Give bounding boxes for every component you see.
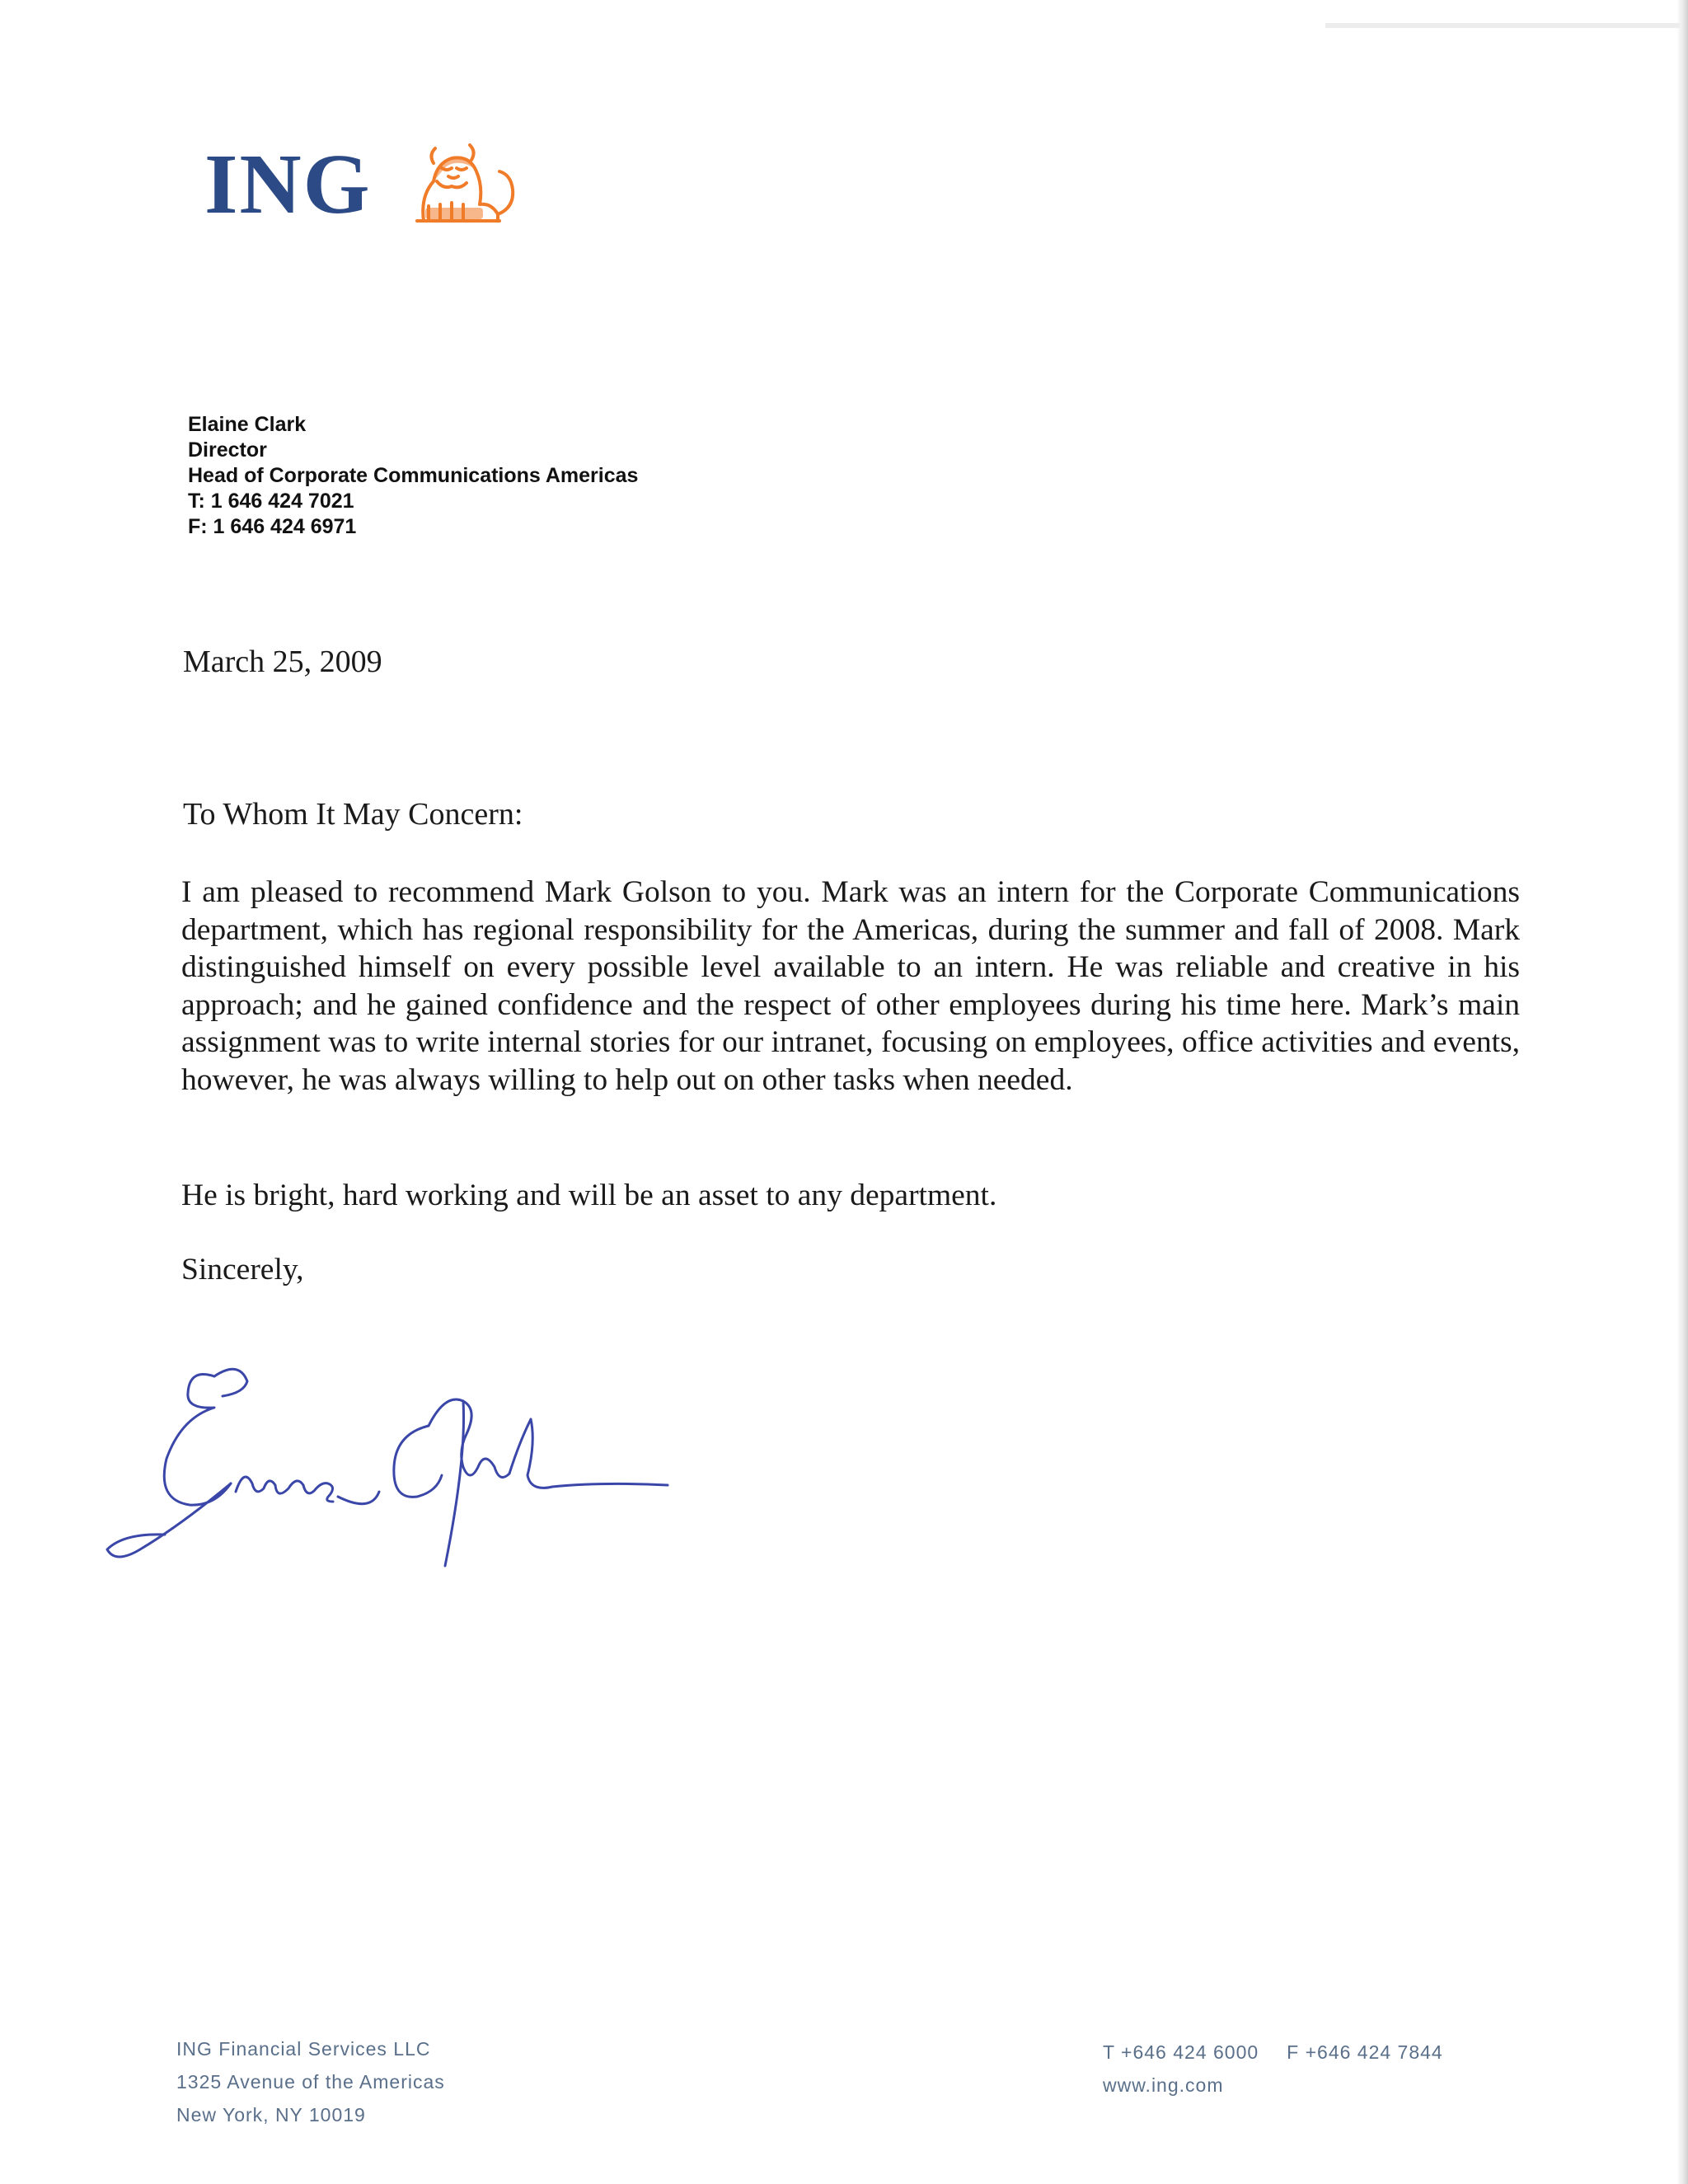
footer-address-line-1: 1325 Avenue of the Americas <box>176 2071 445 2093</box>
body-paragraph-2: He is bright, hard working and will be an asset to any department. <box>181 1179 997 1212</box>
footer-phone: T +646 424 6000 <box>1103 2041 1259 2063</box>
footer-contact <box>1103 2036 1443 2102</box>
scan-edge-shadow <box>1676 0 1688 2184</box>
footer-company: ING Financial Services LLC <box>176 2038 431 2060</box>
sender-title: Director <box>188 438 267 462</box>
scan-top-mark <box>1325 23 1680 28</box>
lion-icon <box>401 138 524 229</box>
sender-fax: F: 1 646 424 6971 <box>188 515 357 538</box>
footer-fax: F +646 424 7844 <box>1287 2041 1443 2063</box>
sender-name: Elaine Clark <box>188 413 307 436</box>
body-paragraph-1: I am pleased to recommend Mark Golson to you. Mark was an intern for the Corporate Communications department, which has regional responsibility for the Americas, during the summer and fall of 2008. Mark distinguished himself on every possible level available to an intern. He was reliable and creative in his approach; and he gained confidence and the respect of other employees during his time here. Mark’s main assignment was to write internal stories for our intranet, focusing on employees, office activities and events, however, he was always willing to help out on other tasks when needed. <box>181 875 1520 1097</box>
logo-wordmark: ING <box>204 137 372 232</box>
footer-website[interactable]: www.ing.com <box>1103 2074 1224 2096</box>
handwritten-signature <box>91 1343 701 1591</box>
salutation: To Whom It May Concern: <box>183 797 523 832</box>
footer-address <box>176 2032 445 2131</box>
letter-date: March 25, 2009 <box>183 644 382 679</box>
sender-department: Head of Corporate Communications Americas <box>188 464 639 487</box>
sender-block <box>188 412 638 540</box>
footer-address-line-2: New York, NY 10019 <box>176 2104 366 2125</box>
closing: Sincerely, <box>181 1253 304 1286</box>
sender-phone: T: 1 646 424 7021 <box>188 490 354 513</box>
